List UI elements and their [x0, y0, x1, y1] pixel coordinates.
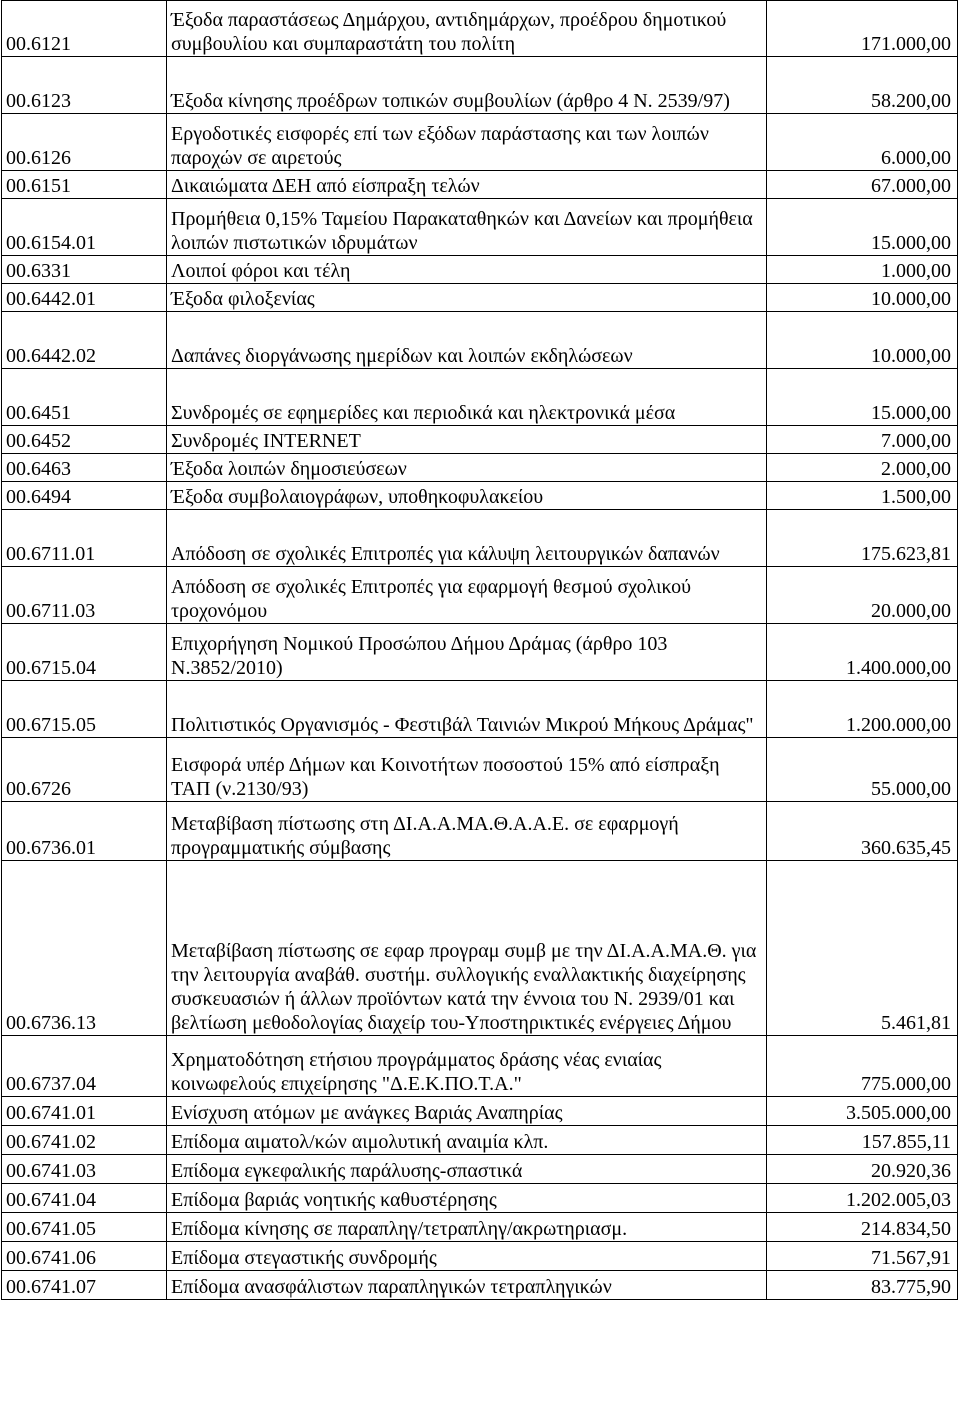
- table-row: [2, 861, 958, 1036]
- table-row: [2, 1242, 958, 1271]
- account-code: 00.6741.06: [2, 1242, 167, 1271]
- account-description: Επίδομα κίνησης σε παραπληγ/τετραπληγ/ακρωτηριασμ.: [167, 1213, 767, 1242]
- account-description: Έξοδα φιλοξενίας: [167, 284, 767, 312]
- account-amount: 360.635,45: [767, 802, 958, 861]
- account-description: Προμήθεια 0,15% Ταμείου Παρακαταθηκών και Δανείων και προμήθεια λοιπών πιστωτικών ιδρυμάτων: [167, 199, 767, 256]
- table-row: [2, 624, 958, 681]
- account-amount: 83.775,90: [767, 1271, 958, 1300]
- account-amount: 71.567,91: [767, 1242, 958, 1271]
- budget-table: [1, 0, 958, 1300]
- account-amount: 10.000,00: [767, 312, 958, 369]
- account-description: Συνδρομές σε εφημερίδες και περιοδικά και ηλεκτρονικά μέσα: [167, 369, 767, 426]
- table-row: [2, 738, 958, 802]
- table-row: [2, 1213, 958, 1242]
- account-description: Απόδοση σε σχολικές Επιτροπές για κάλυψη λειτουργικών δαπανών: [167, 510, 767, 567]
- table-row: [2, 482, 958, 510]
- account-amount: 157.855,11: [767, 1126, 958, 1155]
- account-code: 00.6741.01: [2, 1097, 167, 1126]
- account-description: Πολιτιστικός Οργανισμός - Φεστιβάλ Ταινιών Μικρού Μήκους Δράμας": [167, 681, 767, 738]
- account-code: 00.6736.13: [2, 861, 167, 1036]
- account-description: Επιχορήγηση Νομικού Προσώπου Δήμου Δράμας (άρθρο 103 Ν.3852/2010): [167, 624, 767, 681]
- account-code: 00.6711.03: [2, 567, 167, 624]
- account-code: 00.6741.04: [2, 1184, 167, 1213]
- table-row: [2, 57, 958, 114]
- account-amount: 214.834,50: [767, 1213, 958, 1242]
- account-description: Έξοδα κίνησης προέδρων τοπικών συμβουλίων (άρθρο 4 Ν. 2539/97): [167, 57, 767, 114]
- account-amount: 2.000,00: [767, 454, 958, 482]
- table-row: [2, 1036, 958, 1097]
- account-amount: 6.000,00: [767, 114, 958, 171]
- account-amount: 3.505.000,00: [767, 1097, 958, 1126]
- account-amount: 15.000,00: [767, 199, 958, 256]
- account-amount: 775.000,00: [767, 1036, 958, 1097]
- account-description: Επίδομα ανασφάλιστων παραπληγικών τετραπληγικών: [167, 1271, 767, 1300]
- table-row: [2, 1097, 958, 1126]
- account-description: Μεταβίβαση πίστωσης σε εφαρ προγραμ συμβ με την ΔΙ.Α.Α.ΜΑ.Θ. για την λειτουργία αναβάθ. συστήμ. συλλογικής εναλλακτικής διαχείρησης συσκευασιών ή άλλων προϊόντων κατά την έννοια του Ν. 2939/01 και βελτίωση μεθοδολογίας διαχείρ του-Υποστηρικτικές ενέργειες Δήμου: [167, 861, 767, 1036]
- account-code: 00.6123: [2, 57, 167, 114]
- account-code: 00.6121: [2, 1, 167, 57]
- account-description: Μεταβίβαση πίστωσης στη ΔΙ.Α.Α.ΜΑ.Θ.Α.Α.Ε. σε εφαρμογή προγραμματικής σύμβασης: [167, 802, 767, 861]
- table-row: [2, 454, 958, 482]
- account-description: Έξοδα συμβολαιογράφων, υποθηκοφυλακείου: [167, 482, 767, 510]
- account-code: 00.6715.05: [2, 681, 167, 738]
- account-amount: 55.000,00: [767, 738, 958, 802]
- account-code: 00.6711.01: [2, 510, 167, 567]
- account-amount: 171.000,00: [767, 1, 958, 57]
- table-row: [2, 1184, 958, 1213]
- budget-table-body: [2, 1, 958, 1300]
- table-row: [2, 681, 958, 738]
- account-code: 00.6715.04: [2, 624, 167, 681]
- table-row: [2, 510, 958, 567]
- account-description: Έξοδα λοιπών δημοσιεύσεων: [167, 454, 767, 482]
- account-description: Δαπάνες διοργάνωσης ημερίδων και λοιπών εκδηλώσεων: [167, 312, 767, 369]
- account-code: 00.6154.01: [2, 199, 167, 256]
- table-row: [2, 369, 958, 426]
- account-amount: 1.500,00: [767, 482, 958, 510]
- account-code: 00.6452: [2, 426, 167, 454]
- table-row: [2, 199, 958, 256]
- account-amount: 20.000,00: [767, 567, 958, 624]
- account-amount: 7.000,00: [767, 426, 958, 454]
- table-row: [2, 567, 958, 624]
- account-code: 00.6741.07: [2, 1271, 167, 1300]
- account-code: 00.6736.01: [2, 802, 167, 861]
- account-code: 00.6741.02: [2, 1126, 167, 1155]
- account-description: Εισφορά υπέρ Δήμων και Κοινοτήτων ποσοστού 15% από είσπραξη ΤΑΠ (ν.2130/93): [167, 738, 767, 802]
- account-amount: 1.000,00: [767, 256, 958, 284]
- table-row: [2, 1271, 958, 1300]
- account-code: 00.6442.02: [2, 312, 167, 369]
- table-row: [2, 312, 958, 369]
- account-description: Επίδομα αιματολ/κών αιμολυτική αναιμία κλπ.: [167, 1126, 767, 1155]
- account-amount: 5.461,81: [767, 861, 958, 1036]
- account-code: 00.6737.04: [2, 1036, 167, 1097]
- account-amount: 175.623,81: [767, 510, 958, 567]
- table-row: [2, 802, 958, 861]
- account-description: Δικαιώματα ΔΕΗ από είσπραξη τελών: [167, 171, 767, 199]
- account-description: Έξοδα παραστάσεως Δημάρχου, αντιδημάρχων, προέδρου δημοτικού συμβουλίου και συμπαραστάτη του πολίτη: [167, 1, 767, 57]
- account-code: 00.6741.05: [2, 1213, 167, 1242]
- account-amount: 58.200,00: [767, 57, 958, 114]
- table-row: [2, 426, 958, 454]
- table-row: [2, 171, 958, 199]
- account-description: Συνδρομές INTERNET: [167, 426, 767, 454]
- table-row: [2, 1126, 958, 1155]
- table-row: [2, 114, 958, 171]
- account-code: 00.6151: [2, 171, 167, 199]
- account-amount: 1.202.005,03: [767, 1184, 958, 1213]
- account-amount: 10.000,00: [767, 284, 958, 312]
- account-description: Επίδομα βαριάς νοητικής καθυστέρησης: [167, 1184, 767, 1213]
- account-description: Επίδομα εγκεφαλικής παράλυσης-σπαστικά: [167, 1155, 767, 1184]
- account-code: 00.6726: [2, 738, 167, 802]
- account-description: Επίδομα στεγαστικής συνδρομής: [167, 1242, 767, 1271]
- account-code: 00.6331: [2, 256, 167, 284]
- table-row: [2, 1, 958, 57]
- account-code: 00.6442.01: [2, 284, 167, 312]
- account-amount: 67.000,00: [767, 171, 958, 199]
- account-amount: 1.400.000,00: [767, 624, 958, 681]
- account-code: 00.6451: [2, 369, 167, 426]
- account-amount: 1.200.000,00: [767, 681, 958, 738]
- account-code: 00.6463: [2, 454, 167, 482]
- table-row: [2, 284, 958, 312]
- account-description: Εργοδοτικές εισφορές επί των εξόδων παράστασης και των λοιπών παροχών σε αιρετούς: [167, 114, 767, 171]
- account-code: 00.6494: [2, 482, 167, 510]
- account-description: Απόδοση σε σχολικές Επιτροπές για εφαρμογή θεσμού σχολικού τροχονόμου: [167, 567, 767, 624]
- account-description: Λοιποί φόροι και τέλη: [167, 256, 767, 284]
- table-row: [2, 1155, 958, 1184]
- account-amount: 20.920,36: [767, 1155, 958, 1184]
- account-code: 00.6126: [2, 114, 167, 171]
- account-description: Χρηματοδότηση ετήσιου προγράμματος δράσης νέας ενιαίας κοινωφελούς επιχείρησης "Δ.Ε.Κ.ΠΟ.Τ.Α.": [167, 1036, 767, 1097]
- account-code: 00.6741.03: [2, 1155, 167, 1184]
- account-description: Ενίσχυση ατόμων με ανάγκες Βαριάς Αναπηρίας: [167, 1097, 767, 1126]
- table-row: [2, 256, 958, 284]
- account-amount: 15.000,00: [767, 369, 958, 426]
